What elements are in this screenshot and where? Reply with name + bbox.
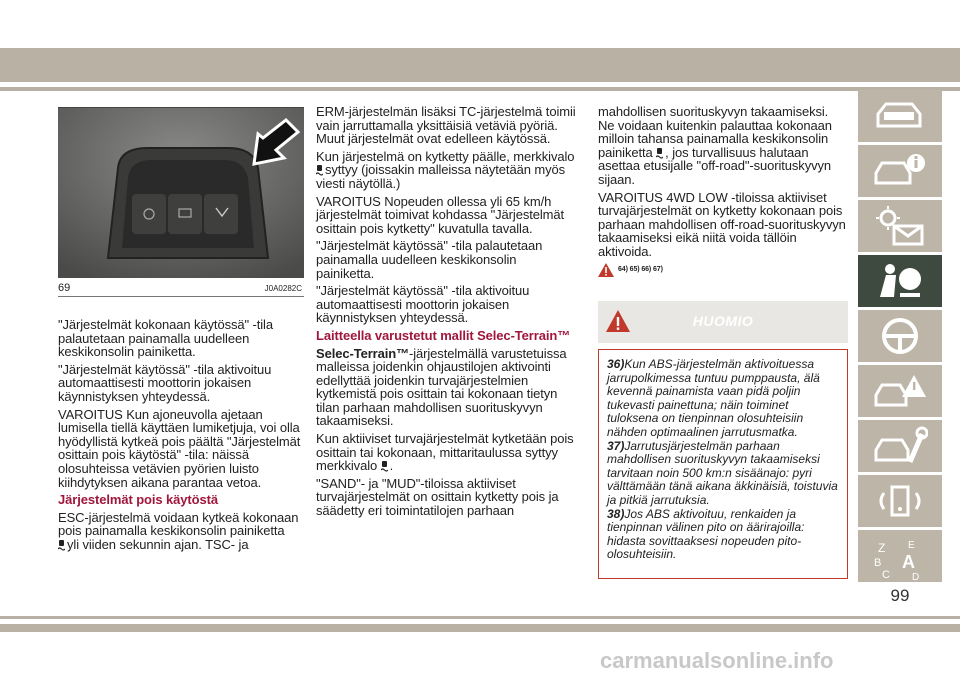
tab-safety-active[interactable]: [858, 255, 942, 307]
top-band: [0, 48, 960, 82]
esc-off-icon: [316, 165, 323, 176]
page-number: 99: [890, 586, 910, 605]
note-number: 38): [607, 506, 625, 521]
paragraph: VAROITUS Kun ajoneuvolla ajetaan lumisella tiellä käyttäen lumiketjuja, voi olla hyödyllistä kytkeä pois päältä "Järjestelmät osittain pois käytöstä" -tila: näissä olosuhteissa vetävien pyörien luisto kiihdytyksen aikana parantaa vetoa.: [58, 406, 301, 490]
paragraph: "Järjestelmät kokonaan käytössä" -tila palautetaan painamalla uudelleen keskikonsolin painiketta.: [58, 317, 273, 360]
paragraph-text: Kun järjestelmä on kytketty päälle, merkkivalo: [316, 148, 575, 164]
warning-triangle-icon: [598, 263, 614, 277]
note-text: Kun ABS-järjestelmän aktivoituessa jarrupolkimessa tuntuu pumppausta, älä kevennä painamista vaan pidä poljin tukevasti painettuna; näin toiminet tuloksena on tienpinnan olosuhteisiin nähden optimaalinen jarrutusmatka.: [607, 357, 820, 439]
svg-text:Z: Z: [878, 541, 886, 555]
esc-off-icon: [656, 148, 663, 159]
note-header: [598, 301, 848, 343]
bottom-rule: [0, 616, 960, 619]
wrench-car-icon: [872, 426, 928, 466]
index-letters-icon: [872, 536, 928, 580]
brand-term: Selec-Terrain™: [316, 345, 410, 361]
airbag-seat-icon: [872, 261, 928, 301]
bottom-band: [0, 624, 960, 632]
car-warning-icon: [872, 371, 928, 411]
note-body: [607, 358, 841, 562]
paragraph-text: .: [389, 458, 394, 474]
svg-text:B: B: [874, 557, 882, 569]
tab-dashboard[interactable]: [858, 90, 942, 142]
text-column-3: [598, 105, 848, 277]
warning-ref-numbers: 64) 65) 66) 67): [618, 265, 663, 273]
figure-caption: [58, 282, 304, 297]
steering-wheel-icon: [872, 316, 928, 356]
paragraph: "SAND"- ja "MUD"-tiloissa aktiiviset turvajärjestelmät on osittain kytketty pois ja säädetty eri toimintatilojen parhaan: [316, 475, 559, 519]
top-rule: [0, 87, 960, 91]
paragraph: [316, 432, 578, 473]
tab-lights-mail[interactable]: [858, 200, 942, 252]
tab-driving[interactable]: [858, 310, 942, 362]
paragraph-text: mahdollisen suorituskyvyn takaamiseksi. Ne voidaan kuitenkin palauttaa kokonaan milloin tahansa painamalla keskikonsolin painiketta: [598, 104, 832, 160]
note-text: Jos ABS aktivoituu, renkaiden ja tienpinnan välinen pito on äärirajoilla: hidasta sovittaaksesi nopeuden pito-olosuhteisiin.: [607, 506, 805, 562]
paragraph: VAROITUS 4WD LOW -tiloissa aktiiviset turvajärjestelmät on kytketty kokonaan pois parhaan mahdollisen off-road-suorituskyvyn takaamiseksi eikä niitä voida tällöin aktivoida.: [598, 189, 846, 259]
note-text: Jarrutusjärjestelmän parhaan mahdollisen suorituskyvyn takaamiseksi tarvitaan noin 500 km:n sisäänajo: pyri välttämään tänä aikana äkkinäisiä, toistuvia ja pitkiä jarrutuksia.: [607, 438, 838, 507]
svg-text:C: C: [882, 569, 890, 580]
svg-text:D: D: [912, 572, 920, 580]
paragraph: [58, 511, 308, 552]
paragraph-text: Kun aktiiviset turvajärjestelmät kytketään pois osittain tai kokonaan, mittaritaulussa syttyy merkkivalo: [316, 431, 574, 474]
tab-emergency[interactable]: [858, 365, 942, 417]
tab-servicing[interactable]: [858, 420, 942, 472]
paragraph: [598, 105, 848, 187]
paragraph-text: ESC-järjestelmä voidaan kytkeä kokonaan pois painamalla keskikonsolin painiketta: [58, 509, 299, 539]
svg-text:A: A: [902, 552, 915, 572]
multimedia-icon: [872, 481, 928, 521]
note-item: [607, 358, 841, 440]
tab-car-info[interactable]: [858, 145, 942, 197]
chapter-sidebar: [858, 90, 942, 600]
note-item: [607, 440, 841, 508]
paragraph: [316, 150, 578, 191]
warning-references: [598, 263, 848, 277]
note-number: 36): [607, 357, 625, 371]
car-dashboard-icon: [872, 96, 928, 136]
tab-multimedia[interactable]: [858, 475, 942, 527]
note-box: [598, 349, 848, 579]
figure-code: J0A0282C: [264, 284, 302, 293]
figure-number: 69: [58, 282, 71, 294]
lights-mail-icon: [872, 206, 928, 246]
paragraph: "Järjestelmät käytössä" -tila aktivoituu automaattisesti moottorin jokaisen käynnistyksen yhteydessä.: [316, 283, 530, 326]
console-button-photo: [58, 107, 304, 278]
tab-index[interactable]: [858, 530, 942, 582]
note-item: [607, 508, 841, 562]
paragraph-text: yli viiden sekunnin ajan. TSC- ja: [67, 536, 249, 552]
svg-text:E: E: [908, 540, 915, 551]
paragraph: [316, 347, 578, 429]
paragraph: "Järjestelmät käytössä" -tila aktivoituu automaattisesti moottorin jokaisen käynnistyksen yhteydessä.: [58, 361, 272, 404]
paragraph-text: syttyy (joissakin malleissa näytetään myös viesti näytöllä.): [316, 162, 566, 191]
note-title: HUOMIO: [692, 313, 754, 329]
paragraph-text: , jos turvallisuus halutaan asettaa etusijalle "off-road"-suorituskyvyn sijaan.: [598, 144, 832, 187]
paragraph-text: -järjestelmällä varustetuissa malleissa joidenkin ohjaustilojen aktivointi edellyttää joidenkin turvajärjestelmien kytkemistä pois osittain tai kokonaan tietyn tilan parhaan mahdollisen suorituskyvyn takaamiseksi.: [316, 345, 567, 429]
note-number: 37): [607, 438, 625, 453]
esc-off-icon: [381, 461, 388, 472]
watermark: carmanualsonline.info: [600, 648, 834, 673]
section-heading: Laitteella varustetut mallit Selec-Terrain™: [316, 327, 571, 343]
paragraph: VAROITUS Nopeuden ollessa yli 65 km/h järjestelmät toimivat kohdassa "Järjestelmät osittain pois kytketty" kuvatulla tavalla.: [316, 193, 565, 236]
paragraph: ERM-järjestelmän lisäksi TC-järjestelmä toimii vain jarruttamalla yksittäisiä vetäviä pyöriä. Muut järjestelmät ovat edelleen käytössä.: [316, 104, 576, 147]
text-column-2: [316, 105, 578, 522]
section-heading: Järjestelmät pois käytöstä: [58, 492, 218, 508]
car-info-icon: [872, 151, 928, 191]
text-column-1: [58, 318, 308, 556]
esc-off-icon: [58, 540, 65, 551]
paragraph: "Järjestelmät käytössä" -tila palautetaan painamalla uudelleen keskikonsolin painiketta.: [316, 238, 543, 281]
